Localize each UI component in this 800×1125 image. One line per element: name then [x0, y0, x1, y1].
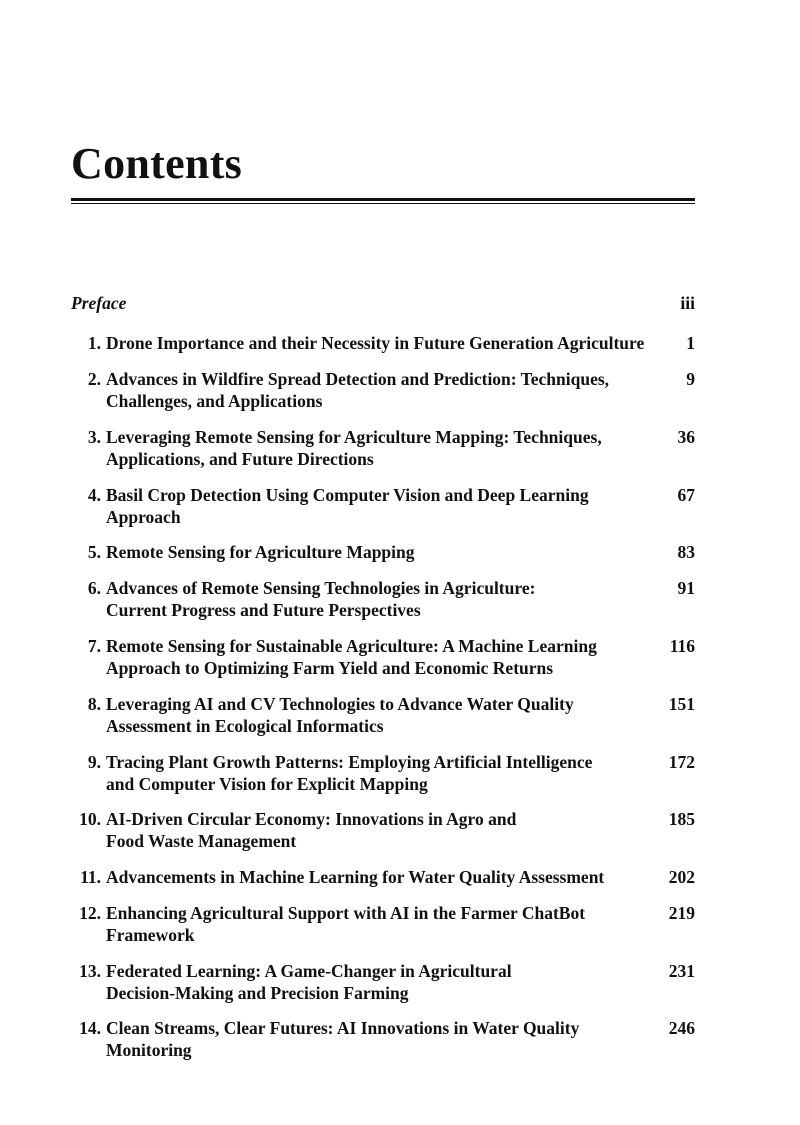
entry-title [106, 960, 651, 1004]
entry-page: 185 [668, 809, 695, 829]
entry-page: 116 [669, 636, 695, 656]
entry-number: 7. [87, 636, 101, 656]
entry-title [106, 1017, 651, 1061]
entry-number: 8. [87, 694, 101, 714]
entry-title-line: Clean Streams, Clear Futures: AI Innovations in Water Quality [106, 1018, 580, 1038]
entry-title [106, 693, 651, 737]
entry-page: 246 [668, 1018, 695, 1038]
entry-number: 10. [79, 809, 101, 829]
preface-label: Preface [71, 293, 127, 313]
entry-title-line: Remote Sensing for Agriculture Mapping [106, 542, 415, 562]
entry-page: 83 [677, 542, 695, 562]
toc-preface-entry[interactable] [71, 293, 695, 315]
entry-number: 14. [79, 1018, 101, 1038]
entry-title [106, 332, 651, 354]
entry-title-line: Drone Importance and their Necessity in Future Generation Agriculture [106, 333, 645, 353]
entry-title [106, 541, 651, 563]
entry-page: 1 [686, 333, 695, 353]
title-rule-thick [71, 198, 695, 201]
entry-title-line: Tracing Plant Growth Patterns: Employing Artificial Intelligence [106, 752, 593, 772]
entry-number: 11. [80, 867, 101, 887]
entry-page: 67 [677, 485, 695, 505]
entry-title-line: Food Waste Management [106, 831, 297, 851]
entry-number: 1. [87, 333, 101, 353]
entry-title [106, 368, 651, 412]
entry-title-line: Federated Learning: A Game-Changer in Agricultural [106, 961, 512, 981]
entry-number: 2. [87, 369, 101, 389]
entry-title-line: Advancements in Machine Learning for Water Quality Assessment [106, 867, 605, 887]
entry-page: 151 [668, 694, 695, 714]
entry-page: 219 [668, 903, 695, 923]
entry-title-line: Framework [106, 925, 195, 945]
entry-title [106, 808, 651, 852]
entry-title [106, 426, 651, 470]
entry-page: 202 [668, 867, 695, 887]
entry-title-line: Advances of Remote Sensing Technologies in Agriculture: [106, 578, 536, 598]
entry-page: 36 [677, 427, 695, 447]
entry-number: 9. [87, 752, 101, 772]
entry-number: 4. [87, 485, 101, 505]
entry-title-line: Current Progress and Future Perspectives [106, 600, 421, 620]
entry-title-line: Approach to Optimizing Farm Yield and Economic Returns [106, 658, 554, 678]
entry-title-line: and Computer Vision for Explicit Mapping [106, 774, 428, 794]
entry-title-line: Remote Sensing for Sustainable Agriculture: A Machine Learning [106, 636, 597, 656]
entry-page: 231 [668, 961, 695, 981]
page-title: Contents [71, 139, 243, 188]
title-rule-thin [71, 203, 695, 204]
entry-page: 9 [686, 369, 695, 389]
entry-title-line: Approach [106, 507, 181, 527]
entry-title-line: Applications, and Future Directions [106, 449, 374, 469]
entry-page: 91 [677, 578, 695, 598]
entry-title-line: Decision-Making and Precision Farming [106, 983, 409, 1003]
entry-title-line: Enhancing Agricultural Support with AI in the Farmer ChatBot [106, 903, 586, 923]
entry-title-line: Leveraging AI and CV Technologies to Advance Water Quality [106, 694, 574, 714]
entry-title-line: Assessment in Ecological Informatics [106, 716, 384, 736]
entry-number: 3. [87, 427, 101, 447]
entry-title [106, 751, 651, 795]
entry-number: 13. [79, 961, 101, 981]
entry-title-line: Leveraging Remote Sensing for Agriculture Mapping: Techniques, [106, 427, 602, 447]
entry-title-line: Monitoring [106, 1040, 192, 1060]
entry-number: 12. [79, 903, 101, 923]
entry-number: 6. [87, 578, 101, 598]
entry-number: 5. [87, 542, 101, 562]
entry-title [106, 902, 651, 946]
entry-title [106, 484, 651, 528]
entry-page: 172 [668, 752, 695, 772]
entry-title-line: AI-Driven Circular Economy: Innovations in Agro and [106, 809, 517, 829]
entry-title [106, 635, 651, 679]
entry-title [106, 866, 651, 888]
preface-page: iii [680, 293, 695, 313]
entry-title-line: Challenges, and Applications [106, 391, 323, 411]
entry-title-line: Basil Crop Detection Using Computer Vision and Deep Learning [106, 485, 589, 505]
entry-title-line: Advances in Wildfire Spread Detection and Prediction: Techniques, [106, 369, 610, 389]
entry-title [106, 577, 651, 621]
